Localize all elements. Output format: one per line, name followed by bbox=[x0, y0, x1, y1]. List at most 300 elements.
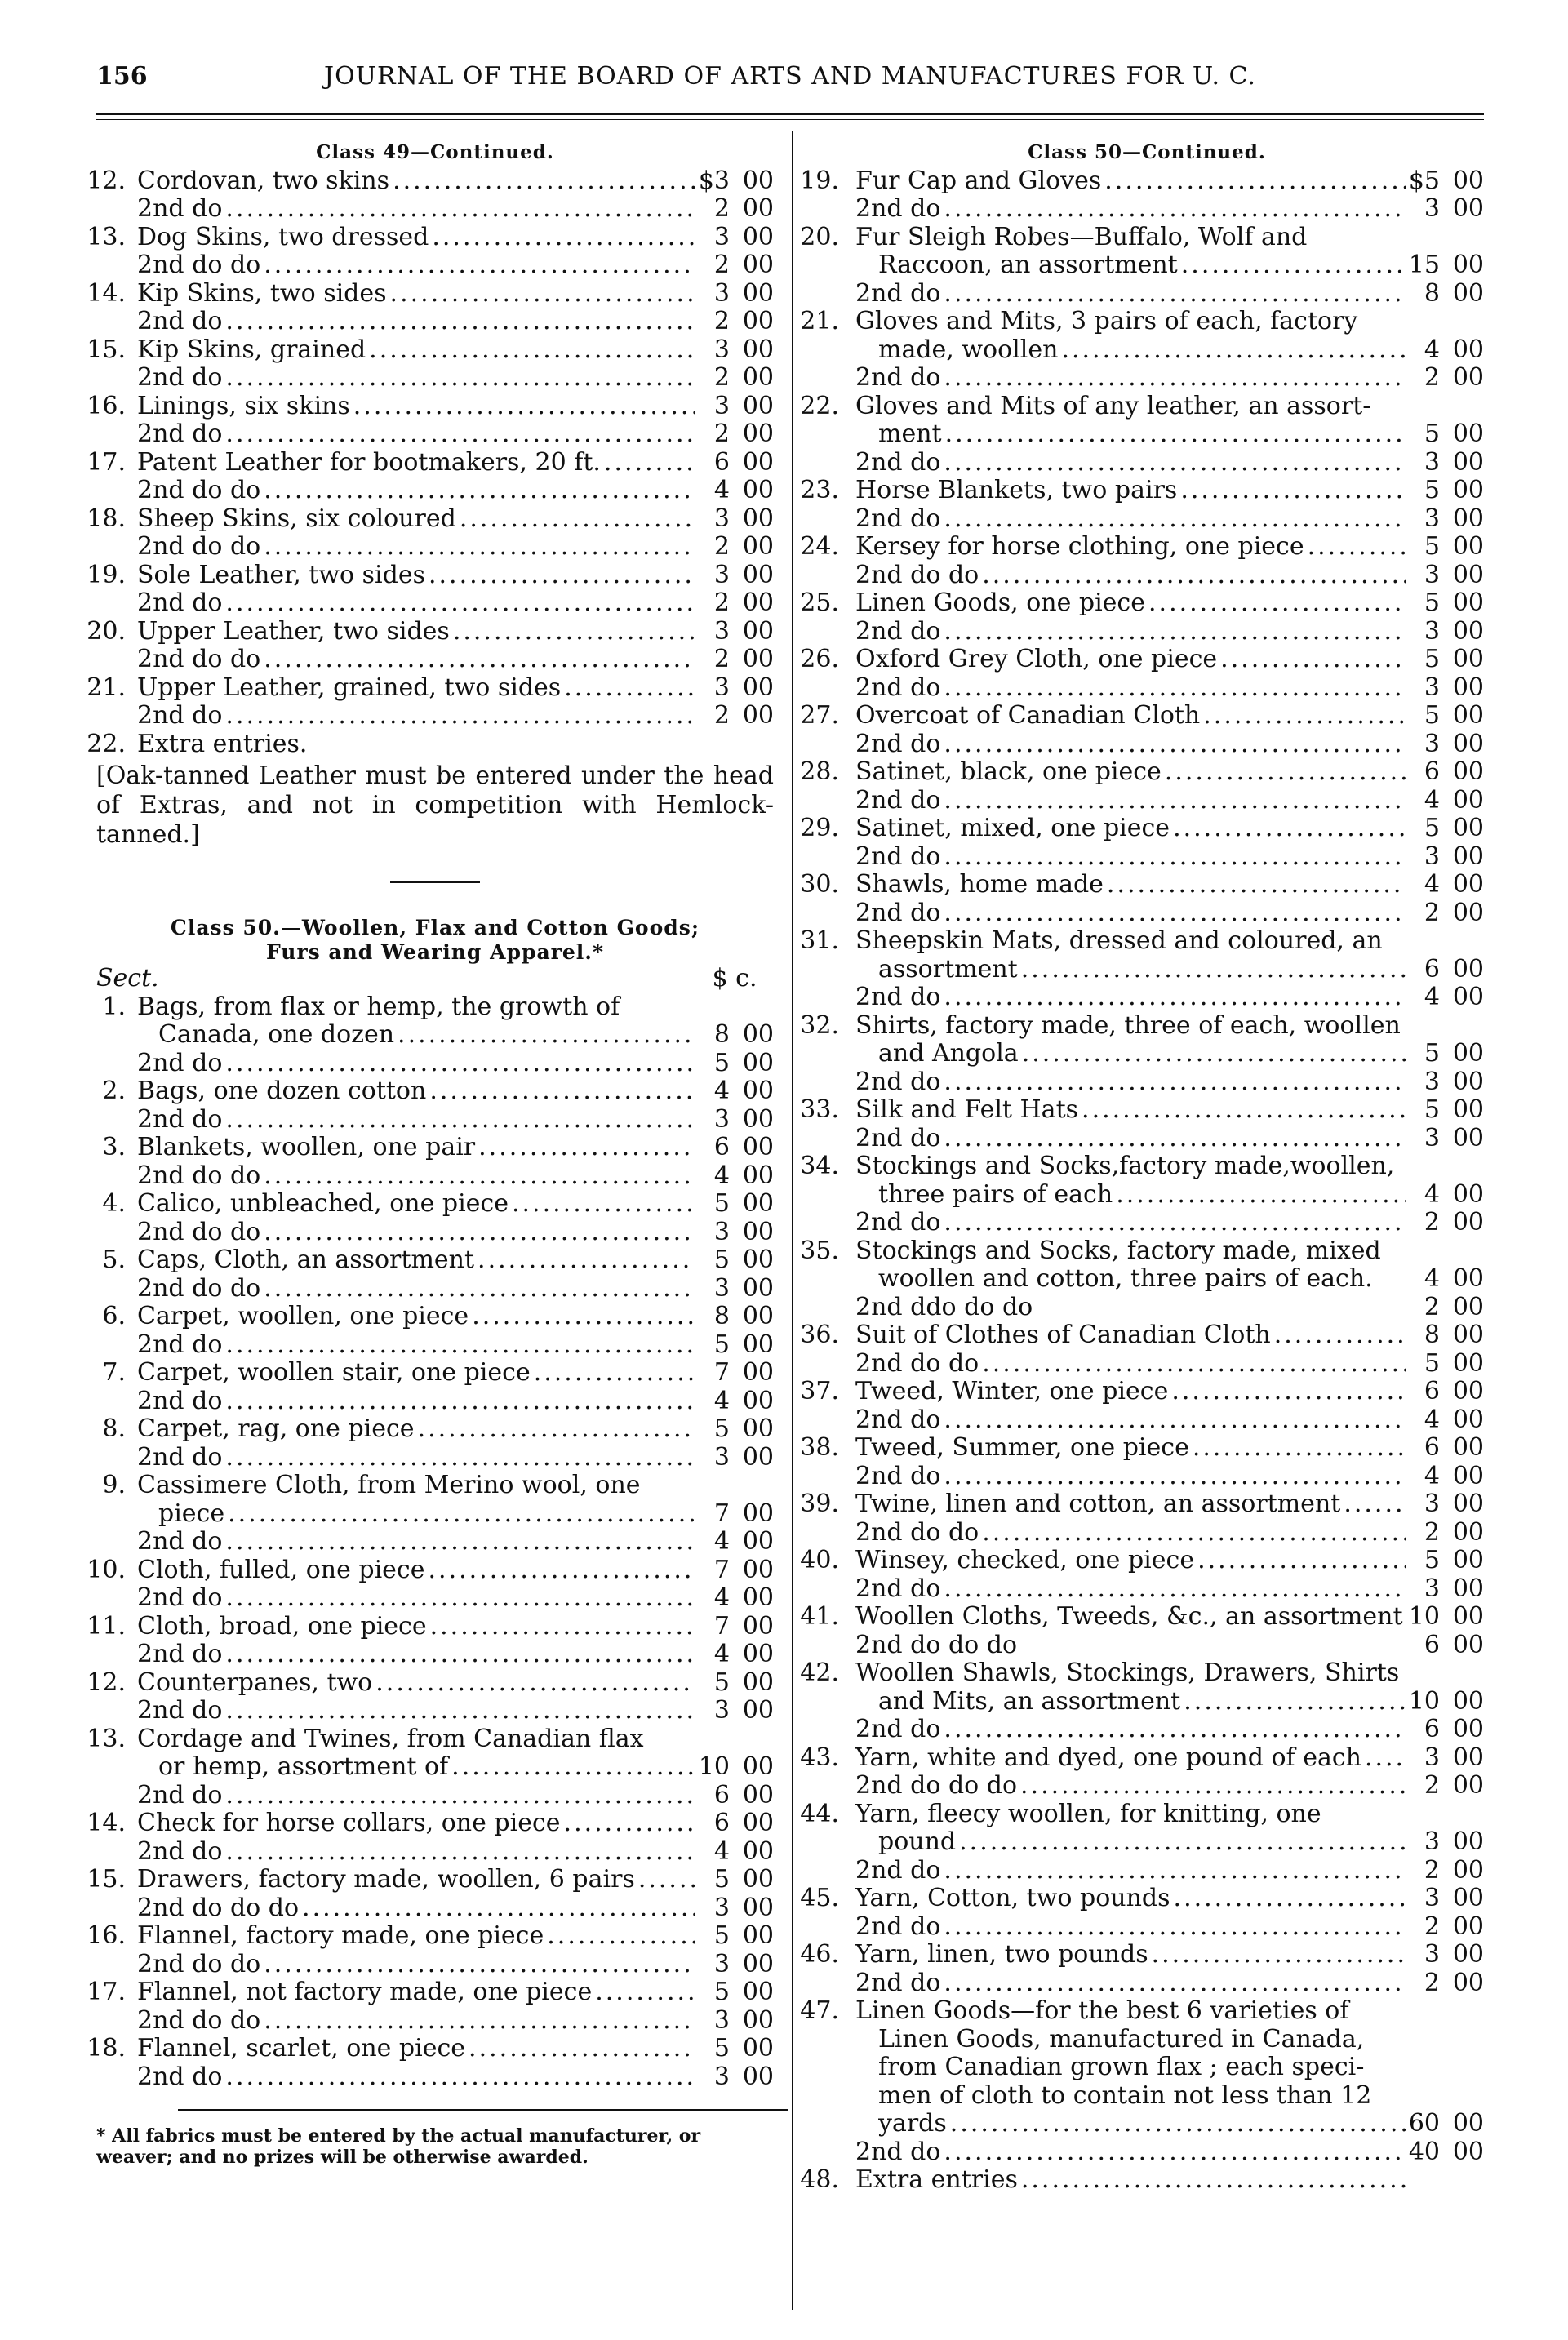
dot-leader bbox=[225, 1050, 695, 1078]
dot-leader bbox=[225, 1106, 695, 1134]
item-number: 8. bbox=[102, 1414, 126, 1443]
item-text: 2nd do bbox=[855, 673, 941, 702]
prize-dollars: 5 bbox=[713, 2034, 730, 2062]
item-text-line bbox=[855, 1603, 1406, 1632]
prize-cents: 00 bbox=[1452, 814, 1484, 842]
prize-dollars: 5 bbox=[1424, 588, 1440, 617]
dot-leader bbox=[944, 1857, 1406, 1885]
prize-dollars: 40 bbox=[1408, 2137, 1440, 2166]
dot-leader bbox=[225, 1641, 695, 1669]
item-text-line bbox=[855, 533, 1406, 562]
item-text-line bbox=[137, 1106, 695, 1134]
prize-dollars: 4 bbox=[713, 1640, 730, 1668]
item-text-line bbox=[137, 562, 695, 590]
list-item bbox=[800, 1940, 1484, 1969]
item-text: Dog Skins, two dressed bbox=[137, 223, 429, 251]
item-text-line bbox=[878, 956, 1406, 984]
item-text-line bbox=[855, 167, 1406, 196]
prize-dollars: 6 bbox=[1424, 757, 1440, 786]
prize-dollars: 7 bbox=[713, 1499, 730, 1528]
item-text: Cordage and Twines, from Canadian flax bbox=[137, 1725, 644, 1753]
list-item bbox=[96, 1219, 774, 1247]
list-item bbox=[96, 993, 774, 1022]
dot-leader bbox=[1171, 1378, 1406, 1406]
item-text: Flannel, not factory made, one piece bbox=[137, 1978, 593, 2006]
item-text: 2nd do bbox=[855, 899, 941, 927]
prize-dollars: 6 bbox=[1424, 1433, 1440, 1462]
prize-cents: 00 bbox=[1452, 1405, 1484, 1434]
dot-leader bbox=[512, 1190, 695, 1219]
item-text: Fur Sleigh Robes—Buffalo, Wolf and bbox=[855, 223, 1308, 251]
item-text: 2nd do do bbox=[137, 1950, 261, 1978]
item-text-line bbox=[137, 1162, 695, 1191]
list-item bbox=[800, 1377, 1484, 1406]
item-text-line bbox=[855, 1969, 1406, 1998]
prize-cents: 00 bbox=[1452, 1321, 1484, 1349]
item-text-line bbox=[137, 1134, 695, 1162]
list-item bbox=[87, 1667, 774, 1698]
dot-leader bbox=[225, 364, 695, 393]
item-text-line bbox=[855, 1152, 1406, 1181]
list-item bbox=[810, 1969, 1484, 1998]
dot-leader bbox=[264, 1162, 695, 1191]
dot-leader bbox=[429, 1077, 695, 1106]
money-label: $ c. bbox=[712, 964, 757, 992]
prize-dollars: 3 bbox=[1424, 673, 1440, 702]
item-text: Cloth, fulled, one piece bbox=[137, 1556, 425, 1584]
list-item bbox=[810, 1350, 1484, 1379]
prize-cents: 00 bbox=[1452, 1686, 1484, 1716]
dot-leader bbox=[950, 2110, 1406, 2138]
prize-cents: 00 bbox=[1452, 1912, 1484, 1941]
dot-leader bbox=[1174, 1885, 1406, 1913]
list-item bbox=[810, 420, 1484, 449]
list-item bbox=[800, 1884, 1484, 1913]
item-number: 32. bbox=[800, 1010, 839, 1040]
item-text: 2nd do bbox=[855, 1969, 941, 1997]
item-text: 2nd do bbox=[855, 1912, 941, 1941]
item-text: woollen and cotton, three pairs of each. bbox=[878, 1265, 1373, 1293]
item-text: Bags, one dozen cotton bbox=[137, 1077, 427, 1105]
item-text-line bbox=[137, 1275, 695, 1303]
item-text: 2nd do bbox=[855, 842, 941, 871]
item-text: 2nd do bbox=[855, 364, 941, 392]
item-text: Canada, one dozen bbox=[158, 1021, 395, 1049]
prize-cents: 00 bbox=[742, 420, 774, 448]
item-text-line bbox=[855, 1632, 1406, 1660]
page-number: 156 bbox=[96, 62, 148, 91]
item-number: 35. bbox=[800, 1236, 839, 1265]
dot-leader bbox=[638, 1866, 695, 1894]
running-title: JOURNAL OF THE BOARD OF ARTS AND MANUFACTURES FOR U. C. bbox=[324, 62, 1256, 91]
dot-leader bbox=[944, 899, 1406, 928]
item-text-line bbox=[855, 1716, 1406, 1744]
prize-cents: 00 bbox=[742, 1978, 774, 2006]
list-item bbox=[800, 476, 1484, 505]
prize-cents: 00 bbox=[1452, 532, 1484, 561]
prize-dollars: 4 bbox=[713, 1161, 730, 1190]
item-text: Sheep Skins, six coloured bbox=[137, 504, 456, 533]
dot-leader bbox=[225, 1584, 695, 1613]
item-text: Satinet, black, one piece bbox=[855, 758, 1162, 786]
prize-dollars: 7 bbox=[713, 1358, 730, 1387]
item-text: 2nd do bbox=[855, 1405, 941, 1434]
item-text-line bbox=[137, 308, 695, 336]
item-text-line bbox=[137, 1866, 695, 1894]
item-number: 18. bbox=[87, 504, 126, 533]
prize-dollars: 5 bbox=[713, 1189, 730, 1218]
item-text-line bbox=[855, 1406, 1406, 1435]
item-text-line bbox=[158, 1500, 695, 1529]
list-item bbox=[810, 1209, 1484, 1237]
prize-dollars: 4 bbox=[713, 1527, 730, 1556]
list-item bbox=[87, 1865, 774, 1894]
prize-dollars: 3 bbox=[1424, 1574, 1440, 1603]
item-text: Yarn, Cotton, two pounds bbox=[855, 1885, 1170, 1912]
prize-cents: 00 bbox=[742, 1245, 774, 1274]
item-text: and Angola bbox=[878, 1040, 1019, 1068]
prize-cents: 00 bbox=[742, 1161, 774, 1190]
list-item bbox=[810, 251, 1484, 280]
item-text-line bbox=[855, 1519, 1406, 1547]
list-item bbox=[96, 1584, 774, 1613]
prize-dollars: 3 bbox=[713, 560, 730, 589]
item-text-line bbox=[855, 1801, 1406, 1829]
item-text: Twine, linen and cotton, an assortment bbox=[855, 1490, 1341, 1518]
prize-dollars: 3 bbox=[713, 2062, 730, 2091]
item-text: 2nd do bbox=[855, 1856, 941, 1885]
header-rule bbox=[96, 113, 1484, 115]
item-number: 9. bbox=[102, 1471, 126, 1499]
prize-dollars: 3 bbox=[713, 504, 730, 533]
footnote: * All fabrics must be entered by the actual manufacturer, or weaver; and no prizes will be otherwise awarded. bbox=[96, 2125, 701, 2168]
list-item bbox=[87, 1611, 774, 1641]
list-item bbox=[87, 616, 774, 646]
prize-cents: 00 bbox=[742, 1921, 774, 1950]
dot-leader bbox=[478, 1134, 695, 1162]
list-item bbox=[87, 335, 774, 365]
item-text: Counterpanes, two bbox=[137, 1668, 373, 1697]
prize-cents: 00 bbox=[1452, 841, 1484, 871]
list-item bbox=[810, 1181, 1484, 1210]
item-text: Stockings and Socks,factory made,woollen, bbox=[855, 1152, 1395, 1180]
list-item bbox=[96, 1050, 774, 1078]
list-item bbox=[96, 533, 774, 562]
item-text: men of cloth to contain not less than 12 bbox=[878, 2081, 1372, 2110]
item-text: Gloves and Mits of any leather, an assort- bbox=[855, 392, 1371, 420]
list-item bbox=[800, 1743, 1484, 1773]
list-item bbox=[810, 2054, 1484, 2082]
prize-dollars: 3 bbox=[1424, 1940, 1440, 1969]
prize-cents: 00 bbox=[1452, 729, 1484, 758]
dot-leader bbox=[547, 1922, 695, 1951]
list-item bbox=[96, 2063, 774, 2092]
item-number: 25. bbox=[800, 588, 839, 617]
item-text-line bbox=[137, 449, 695, 477]
prize-cents: 00 bbox=[1452, 616, 1484, 646]
dot-leader bbox=[1148, 589, 1406, 618]
list-item bbox=[800, 222, 1484, 252]
dot-leader bbox=[225, 589, 695, 618]
prize-cents: 00 bbox=[1452, 447, 1484, 477]
item-text-line bbox=[855, 646, 1406, 674]
list-item bbox=[810, 1772, 1484, 1801]
item-text-line bbox=[855, 224, 1406, 252]
item-text-line bbox=[855, 1068, 1406, 1097]
item-text: 2nd do do bbox=[855, 1349, 979, 1378]
prize-cents: 00 bbox=[1452, 1264, 1484, 1293]
item-text-line bbox=[855, 758, 1406, 787]
list-item bbox=[96, 1894, 774, 1923]
item-text: Fur Cap and Gloves bbox=[855, 167, 1102, 195]
item-text-line bbox=[137, 1922, 695, 1951]
dot-leader bbox=[564, 1809, 695, 1838]
dot-leader bbox=[264, 1275, 695, 1303]
prize-cents: 00 bbox=[742, 251, 774, 279]
dot-leader bbox=[1184, 1688, 1406, 1716]
item-text: 2nd do do bbox=[137, 1274, 261, 1303]
item-text: Tweed, Winter, one piece bbox=[855, 1378, 1169, 1405]
item-number: 33. bbox=[800, 1095, 839, 1124]
dot-leader bbox=[564, 674, 695, 703]
prize-cents: 00 bbox=[1452, 2109, 1484, 2138]
item-text: Tweed, Summer, one piece bbox=[855, 1434, 1189, 1462]
list-item bbox=[810, 449, 1484, 477]
prize-cents: 00 bbox=[1452, 1208, 1484, 1237]
prize-dollars: 3 bbox=[713, 391, 730, 420]
list-item bbox=[96, 702, 774, 730]
item-text-line bbox=[137, 1219, 695, 1247]
item-text: 2nd do bbox=[855, 1124, 941, 1152]
dot-leader bbox=[375, 1669, 695, 1698]
dot-leader bbox=[1365, 1744, 1406, 1773]
item-text: 2nd do bbox=[137, 1641, 223, 1668]
item-text: 2nd do bbox=[137, 702, 223, 730]
prize-cents: 00 bbox=[1452, 1292, 1484, 1321]
item-text-line bbox=[878, 1181, 1406, 1210]
prize-dollars: 2 bbox=[1424, 1771, 1440, 1800]
dot-leader bbox=[469, 2035, 695, 2063]
dot-leader bbox=[1107, 871, 1406, 899]
item-text: 2nd do bbox=[855, 984, 941, 1011]
item-text: 2nd do bbox=[137, 1387, 223, 1415]
prize-dollars: 2 bbox=[1424, 1517, 1440, 1547]
prize-dollars: 6 bbox=[713, 1133, 730, 1161]
dot-leader bbox=[460, 505, 695, 534]
item-text-line bbox=[855, 280, 1406, 309]
item-number: 10. bbox=[87, 1555, 126, 1584]
dot-leader bbox=[1022, 1040, 1406, 1068]
item-text-line bbox=[855, 1772, 1406, 1801]
prize-dollars: 5 bbox=[1424, 532, 1440, 561]
item-text: 2nd do bbox=[855, 448, 941, 477]
dot-leader bbox=[393, 167, 695, 196]
dot-leader bbox=[302, 1894, 695, 1923]
prize-dollars: 5 bbox=[713, 1667, 730, 1697]
prize-cents: 00 bbox=[742, 2034, 774, 2062]
item-text-line bbox=[137, 702, 695, 730]
list-item bbox=[96, 1162, 774, 1191]
item-text: 2nd do bbox=[137, 1837, 223, 1866]
prize-cents: 00 bbox=[742, 1583, 774, 1612]
dot-leader bbox=[1197, 1547, 1406, 1575]
prize-cents: 00 bbox=[742, 1414, 774, 1443]
item-text: 2nd do bbox=[855, 1068, 941, 1096]
item-number: 20. bbox=[800, 222, 839, 251]
prize-cents: 00 bbox=[742, 1696, 774, 1725]
dot-leader bbox=[944, 1068, 1406, 1097]
dot-leader bbox=[1308, 533, 1406, 562]
prize-dollars: 8 bbox=[713, 1302, 730, 1330]
class50-list bbox=[87, 992, 774, 2092]
item-text-line bbox=[855, 1237, 1406, 1266]
item-text-line bbox=[855, 730, 1406, 759]
item-number: 21. bbox=[800, 307, 839, 335]
item-text-line bbox=[855, 505, 1406, 534]
prize-cents: 00 bbox=[1452, 251, 1484, 279]
prize-dollars: 4 bbox=[713, 1583, 730, 1612]
list-item bbox=[800, 1490, 1484, 1519]
prize-dollars: 2 bbox=[1424, 1968, 1440, 1997]
prize-cents: 00 bbox=[742, 1189, 774, 1218]
item-text: 2nd do do do bbox=[137, 1894, 300, 1922]
prize-dollars: 3 bbox=[1424, 1067, 1440, 1096]
item-number: 16. bbox=[87, 1921, 126, 1950]
dot-leader bbox=[1082, 1096, 1406, 1125]
list-item bbox=[800, 1433, 1484, 1463]
dot-leader bbox=[418, 1415, 695, 1444]
prize-dollars: 6 bbox=[713, 1809, 730, 1837]
list-item bbox=[96, 1106, 774, 1134]
list-item bbox=[96, 1697, 774, 1725]
item-number: 7. bbox=[102, 1358, 126, 1387]
item-text-line bbox=[137, 730, 695, 759]
item-text-line bbox=[855, 702, 1406, 730]
item-text-line bbox=[855, 843, 1406, 872]
item-text: Upper Leather, two sides bbox=[137, 617, 450, 646]
prize-cents: 00 bbox=[742, 1217, 774, 1246]
dot-leader bbox=[944, 1716, 1406, 1744]
item-text-line bbox=[137, 618, 695, 646]
right-column bbox=[800, 139, 1484, 2195]
prize-cents: 00 bbox=[1452, 757, 1484, 786]
item-text: Silk and Felt Hats bbox=[855, 1096, 1079, 1124]
list-item bbox=[87, 2034, 774, 2063]
prize-cents: 00 bbox=[742, 560, 774, 589]
prize-dollars: 4 bbox=[1424, 870, 1440, 899]
item-text-line bbox=[855, 449, 1406, 477]
item-text-line bbox=[855, 1941, 1406, 1969]
item-text-line bbox=[137, 2007, 695, 2036]
dot-leader bbox=[944, 505, 1406, 534]
item-text-line bbox=[137, 1556, 695, 1585]
prize-dollars: 3 bbox=[713, 1104, 730, 1134]
dot-leader bbox=[944, 280, 1406, 309]
prize-cents: 00 bbox=[1452, 898, 1484, 927]
item-text-line bbox=[137, 533, 695, 562]
list-item bbox=[87, 1724, 774, 1754]
item-text: Yarn, linen, two pounds bbox=[855, 1941, 1148, 1969]
item-text-line bbox=[878, 336, 1406, 365]
item-text: 2nd ddo do do bbox=[855, 1293, 1033, 1321]
prize-cents: 00 bbox=[1452, 1517, 1484, 1547]
prize-dollars: 2 bbox=[1424, 1208, 1440, 1237]
item-text-line bbox=[855, 618, 1406, 646]
item-text-line bbox=[855, 1463, 1406, 1491]
prize-dollars: 4 bbox=[1424, 785, 1440, 815]
prize-dollars: $5 bbox=[1408, 166, 1440, 195]
item-number: 30. bbox=[800, 870, 839, 899]
item-text-line bbox=[137, 1190, 695, 1219]
item-number: 17. bbox=[87, 447, 126, 477]
list-item bbox=[810, 1913, 1484, 1942]
prize-dollars: 5 bbox=[713, 1865, 730, 1894]
prize-cents: 00 bbox=[1452, 673, 1484, 702]
prize-dollars: 2 bbox=[1424, 1912, 1440, 1941]
prize-cents: 00 bbox=[1452, 1179, 1484, 1209]
item-text: 2nd do do bbox=[137, 1161, 261, 1190]
item-text: Yarn, white and dyed, one pound of each bbox=[855, 1743, 1361, 1772]
item-text: 2nd do bbox=[137, 364, 223, 392]
list-item bbox=[810, 899, 1484, 928]
list-item bbox=[96, 477, 774, 505]
item-text: 2nd do bbox=[855, 279, 941, 308]
item-text: Linings, six skins bbox=[137, 392, 350, 420]
prize-cents: 00 bbox=[1452, 983, 1484, 1011]
item-text: 2nd do bbox=[137, 1443, 223, 1472]
prize-dollars: 5 bbox=[1424, 814, 1440, 842]
item-text-line bbox=[878, 1828, 1406, 1857]
list-item bbox=[810, 1463, 1484, 1491]
item-text-line bbox=[855, 1659, 1406, 1688]
prize-cents: 00 bbox=[742, 1386, 774, 1415]
item-text-line bbox=[878, 1688, 1406, 1716]
item-text-line bbox=[137, 1725, 695, 1754]
item-text: 2nd do do bbox=[855, 1518, 979, 1547]
dot-leader bbox=[982, 1350, 1406, 1379]
list-item bbox=[810, 618, 1484, 646]
item-text: Carpet, rag, one piece bbox=[137, 1415, 415, 1443]
prize-cents: 00 bbox=[742, 1358, 774, 1387]
class50-continued-heading: Class 50—Continued. bbox=[1028, 141, 1266, 163]
dot-leader bbox=[944, 1969, 1406, 1998]
dot-leader bbox=[944, 1125, 1406, 1153]
prize-cents: 00 bbox=[1452, 1490, 1484, 1518]
prize-dollars: 6 bbox=[1424, 1715, 1440, 1743]
item-text: 2nd do bbox=[855, 1716, 941, 1743]
item-text-line bbox=[855, 1997, 1406, 2026]
list-item bbox=[96, 1415, 774, 1444]
dot-leader bbox=[534, 1359, 695, 1388]
list-item bbox=[800, 166, 1484, 196]
dot-leader bbox=[225, 1697, 695, 1725]
item-text: 2nd do bbox=[137, 1330, 223, 1359]
oak-tanned-note: [Oak-tanned Leather must be entered under the head of Extras, and not in competition with Hemlock-tanned.] bbox=[96, 761, 774, 849]
prize-cents: 00 bbox=[1452, 1827, 1484, 1856]
item-number: 21. bbox=[87, 673, 126, 702]
item-text: 2nd do do bbox=[137, 533, 261, 561]
item-number: 19. bbox=[800, 166, 839, 195]
item-text-line bbox=[137, 1894, 695, 1923]
dot-leader bbox=[264, 646, 695, 674]
dot-leader bbox=[944, 1463, 1406, 1491]
list-item bbox=[87, 166, 774, 196]
list-item bbox=[810, 2110, 1484, 2138]
dot-leader bbox=[264, 477, 695, 505]
dot-leader bbox=[429, 562, 695, 590]
prize-dollars: 5 bbox=[713, 1978, 730, 2006]
list-item bbox=[810, 562, 1484, 590]
